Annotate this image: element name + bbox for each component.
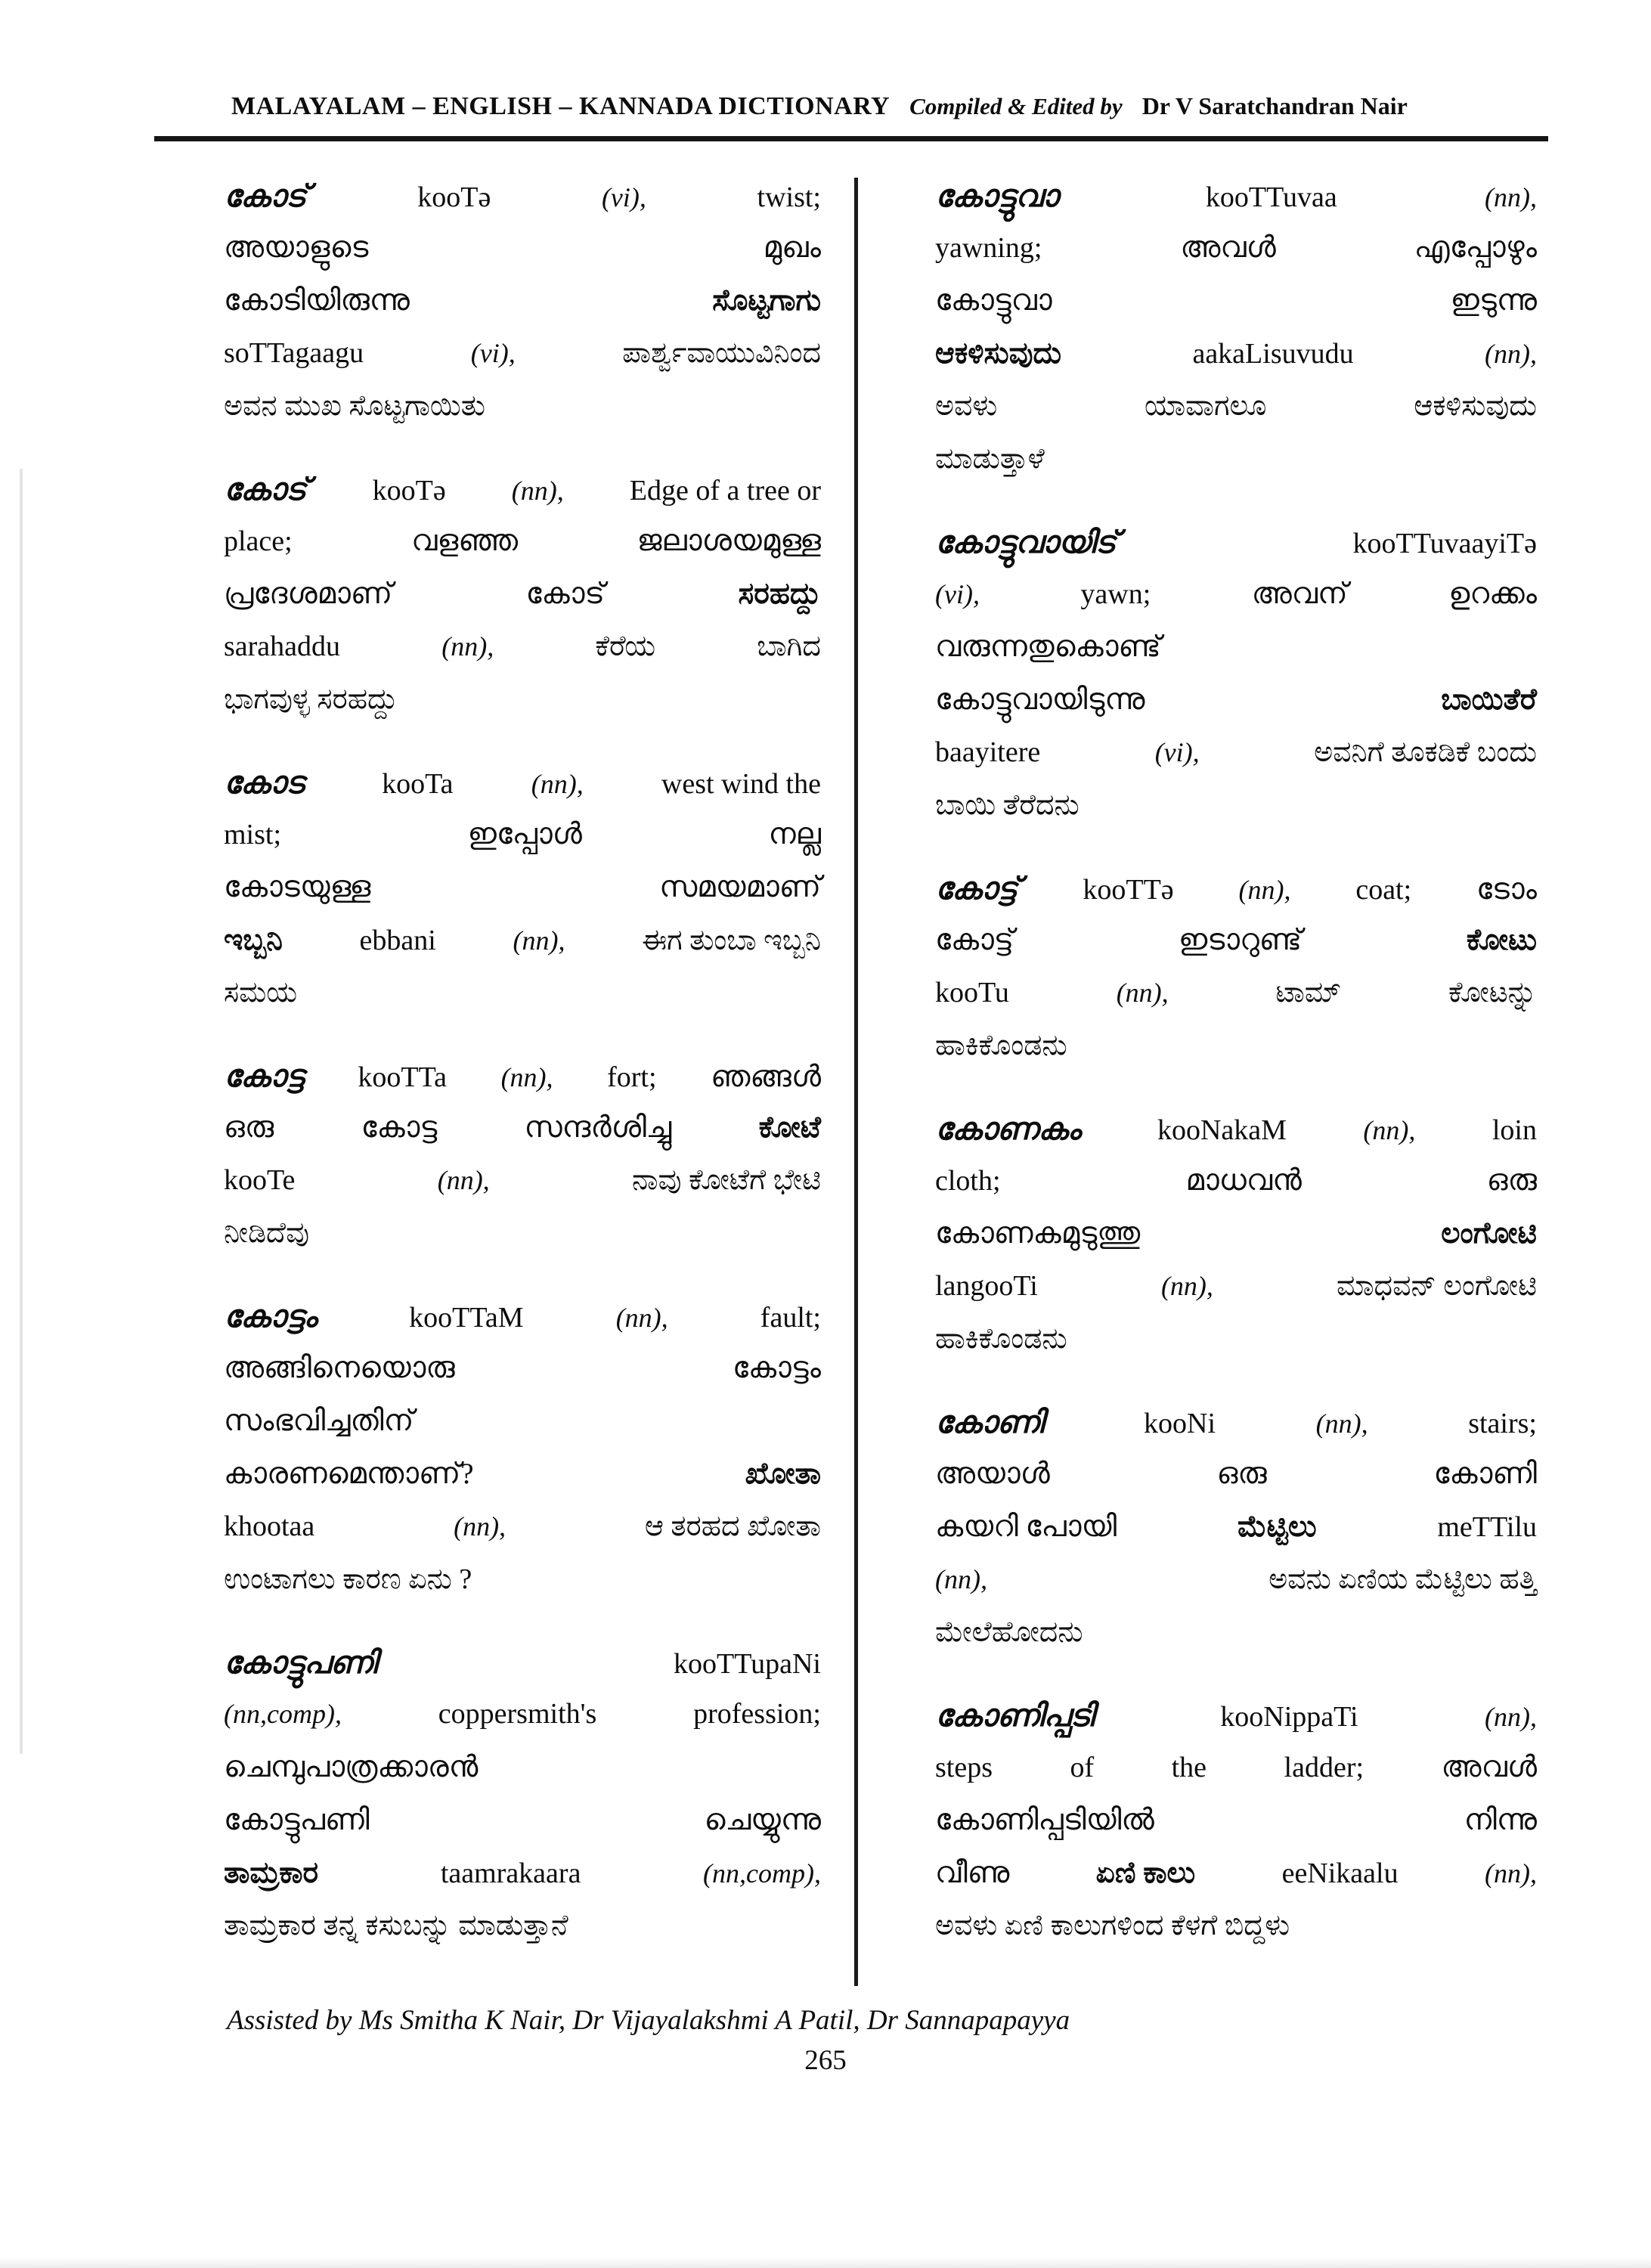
page-footer [0,2004,1651,2077]
entry-line [224,577,821,630]
english-gloss: Edge of a tree or [629,475,821,507]
malayalam-example: ചെമ്പുപാത്രക്കാരൻ [224,1751,479,1783]
headword-malayalam: കോട്ടുവാ [935,178,1058,213]
kannada-example: ಆ ತರಹದ ಖೋತಾ [644,1510,821,1542]
malayalam-example: വരുന്നതുകൊണ്ട് [935,631,1161,663]
entry-line [224,178,821,231]
entry-line [935,284,1537,336]
entry-line [935,1269,1537,1322]
malayalam-example: ജലാശയമുള്ള [637,525,821,557]
kannada-equivalent-headword: ತಾಮ್ರಕಾರ [224,1857,319,1889]
headword-malayalam: കോട് [224,178,307,213]
malayalam-example: കോണിപ്പടിയിൽ [935,1804,1154,1836]
malayalam-example: അവന് [1251,578,1348,610]
malayalam-example: ഒരു [1216,1458,1267,1490]
malayalam-example: ഇടുന്നു [1450,284,1537,317]
transliteration: kooNippaTi [1220,1701,1358,1733]
transliteration: kooTTupaNi [674,1648,821,1680]
entry-line [935,1322,1537,1375]
entry-line [935,736,1537,789]
entry-line [224,1856,821,1909]
headword-malayalam: കോണിപ്പടി [935,1698,1094,1733]
entry-line [935,1457,1537,1510]
entry-line [935,630,1537,683]
kannada-example: ಸಮಯ [224,977,298,1009]
pos-tag: (vi), [1154,737,1200,767]
pos-tag: (nn), [437,1165,490,1195]
entry-line [935,1616,1537,1668]
transliteration: kooTTuvaayiTə [1352,528,1537,559]
english-gloss: fort; [607,1061,657,1093]
entry-line [224,1750,821,1803]
malayalam-example: ഇപ്പോൾ [467,818,582,850]
kannada-equivalent-headword: ಏಣಿ ಕಾಲು [1095,1857,1196,1889]
assistants-credit: Assisted by Ms Smitha K Nair, Dr Vijayalakshmi A Patil, Dr Sannapapayya [227,2005,1070,2036]
malayalam-example: ഞങ്ങൾ [711,1061,821,1093]
malayalam-example: അയാൾ [935,1458,1050,1490]
pos-tag: (nn), [531,769,584,799]
kannada-example: ಹಾಕಿಕೊಂಡನು [935,1323,1067,1355]
pos-tag: (nn), [1485,339,1537,369]
pos-tag: (nn), [454,1511,506,1541]
pos-tag: (nn,comp), [703,1858,821,1888]
english-gloss: steps [935,1752,993,1783]
headword-malayalam: കോണകം [935,1111,1081,1146]
kannada-example: ಬಾಗಿದ [757,631,821,662]
kannada-equivalent-headword: ಬಾಯಿತೆರೆ [1441,683,1537,716]
entry-line [935,923,1537,976]
dictionary-entry [935,178,1537,495]
kannada-equivalent-headword: ಕೋಟು [1466,924,1537,956]
transliteration: sarahaddu [224,631,341,662]
transliteration: aakaLisuvudu [1192,338,1354,370]
entry-line [935,442,1537,495]
entry-line [935,389,1537,442]
kannada-example: ನೀಡಿದೆವು [224,1217,310,1249]
kannada-example: ಪಾರ್ಶ್ವವಾಯುವಿನಿಂದ [622,337,821,369]
malayalam-example: കോട്ട [361,1111,438,1144]
transliteration: kooTe [224,1164,296,1196]
dictionary-entry [935,1111,1537,1375]
entry-line [224,817,821,870]
entry-line [935,1697,1537,1750]
malayalam-example: അവൾ [1180,231,1276,264]
malayalam-example: കോടിയിരുന്നു [224,284,410,317]
kannada-equivalent-headword: ಖೋತಾ [745,1458,821,1490]
right-column [935,178,1537,1986]
transliteration: khootaa [224,1510,315,1542]
malayalam-example: എപ്പോഴും [1414,231,1537,264]
headword-malayalam: കോട് [224,472,307,507]
malayalam-example: വളഞ്ഞ [411,525,519,557]
malayalam-example: സംഭവിച്ചതിന് [224,1405,414,1437]
scan-edge-artifact [0,2257,1651,2268]
dictionary-entry [224,178,821,442]
entry-line [935,1029,1537,1082]
pos-tag: (nn), [1363,1115,1416,1145]
kannada-example: ಟಾಮ್ [1275,977,1342,1009]
malayalam-example: നല്ല [768,818,821,850]
entry-line [935,577,1537,630]
transliteration: kooTə [417,181,491,213]
entry-line [224,1058,821,1111]
entry-line [224,630,821,683]
headword-malayalam: കോട്ടുപണി [224,1645,377,1680]
english-gloss: cloth; [935,1165,1001,1197]
dictionary-entry [935,1404,1537,1668]
malayalam-example: കോണി [1433,1458,1537,1490]
malayalam-example: വീണു [935,1857,1010,1889]
entry-line [224,1563,821,1616]
kannada-example: ಅವಳು ಏಣಿ ಕಾಲುಗಳಿಂದ ಕೆಳಗೆ ಬಿದ್ದಳು [935,1910,1290,1941]
english-gloss: fault; [760,1302,821,1334]
entry-line [224,1111,821,1163]
entry-line [935,1404,1537,1457]
kannada-example: ಅವನ ಮುಖ ಸೊಟ್ಟಗಾಯಿತು [224,390,485,422]
kannada-example: ಈಗ ತುಂಬಾ ಇಬ್ಬನಿ [642,925,821,956]
pos-tag: (nn), [1116,978,1169,1008]
entry-line [224,231,821,284]
kannada-example: ಬಾಯಿ ತೆರೆದನು [935,789,1080,821]
entry-line [224,1216,821,1269]
kannada-equivalent-headword: ಸರಹದ್ದು [738,578,821,610]
pos-tag: (vi), [601,182,646,212]
entry-line [224,1644,821,1697]
kannada-example: ಅವಳು [935,390,998,422]
entry-line [224,683,821,736]
column-divider [854,178,858,1986]
pos-tag: (nn), [1485,1702,1537,1732]
headword-malayalam: കോട്ട [224,1058,304,1093]
kannada-equivalent-headword: ಕೋಟೆ [758,1111,821,1144]
pos-tag: (nn), [1160,1271,1213,1301]
malayalam-example: കോട് [525,578,605,610]
entry-line [224,1909,821,1962]
pos-tag: (nn), [500,1062,553,1092]
entry-line [224,284,821,336]
english-gloss: mist; [224,819,282,850]
entry-line [935,524,1537,577]
malayalam-example: കോടയുള്ള [224,871,371,903]
transliteration: kooTTaM [409,1302,524,1334]
kannada-example: ತಾಮ್ರಕಾರ ತನ್ನ ಕಸುಬನ್ನು ಮಾಡುತ್ತಾನೆ [224,1910,568,1941]
entry-line [224,389,821,442]
page-number: 265 [804,2045,847,2076]
header-rule [154,136,1548,141]
entry-line [935,1909,1537,1962]
dictionary-entry [224,1298,821,1616]
malayalam-example: അയാളുടെ [224,231,369,264]
transliteration: soTTagaagu [224,337,364,369]
compiled-by-label: Compiled & Edited by [909,93,1123,119]
transliteration: kooTTa [358,1061,448,1093]
malayalam-example: കോണകമുടുത്തു [935,1217,1141,1250]
entry-line [935,976,1537,1029]
entry-line [935,870,1537,923]
transliteration: kooTu [935,977,1009,1009]
dictionary-entry [935,524,1537,841]
headword-malayalam: കോട [224,765,304,800]
malayalam-example: സമയമാണ് [659,871,821,903]
entry-line [224,923,821,976]
headword-malayalam: കോട്ടം [224,1299,317,1334]
malayalam-example: പ്രദേശമാണ് [224,578,393,610]
dictionary-entry [935,1697,1537,1962]
entry-line [935,1510,1537,1563]
kannada-example: ಅವನು ಏಣಿಯ ಮೆಟ್ಟಿಲು ಹತ್ತಿ [1268,1563,1537,1595]
kannada-example: ಮಾಧವನ್ ಲಂಗೋಟಿ [1337,1270,1537,1302]
entry-line [935,789,1537,841]
entry-line [224,764,821,817]
kannada-example: ನಾವು ಕೋಟೆಗೆ ಭೇಟಿ [631,1164,821,1196]
dictionary-columns [0,178,1651,1986]
pos-tag: (vi), [470,338,516,368]
entry-line [224,336,821,389]
dictionary-entry [224,1644,821,1962]
transliteration: kooTa [382,768,454,800]
pos-tag: (nn,comp), [224,1699,342,1729]
kannada-example: ಉಂಟಾಗಲು ಕಾರಣ ಏನು ? [224,1563,472,1595]
malayalam-example: കോട്ടം [732,1352,821,1384]
kannada-equivalent-headword: ಮೆಟ್ಟಿಲು [1237,1510,1317,1543]
malayalam-example: നിന്നു [1464,1804,1537,1836]
entry-line [224,1457,821,1510]
malayalam-example: ചെയ്യുന്നു [704,1804,821,1836]
english-gloss: loin [1491,1114,1537,1146]
english-gloss: yawn; [1080,578,1151,610]
malayalam-example: ഒരു [1486,1164,1537,1197]
pos-tag: (nn), [935,1564,987,1594]
dictionary-entry [224,471,821,736]
pos-tag: (nn), [441,631,494,662]
transliteration: meTTilu [1437,1511,1537,1543]
transliteration: kooTə [372,475,446,507]
transliteration: kooNi [1144,1408,1216,1439]
kannada-example: ಆಕಳಿಸುವುದು [1414,390,1537,422]
malayalam-example: കോട്ടുവായിടുന്നു [935,683,1145,716]
entry-line [935,1803,1537,1856]
entry-line [935,1163,1537,1216]
editor-name: Dr V Saratchandran Nair [1141,92,1408,119]
entry-line [224,1404,821,1457]
entry-line [935,1750,1537,1803]
kannada-equivalent-headword: ಲಂಗೋಟಿ [1441,1217,1537,1250]
kannada-example: ಹಾಕಿಕೊಂಡನು [935,1030,1067,1061]
transliteration: kooNakaM [1157,1114,1287,1146]
malayalam-example: ഒരു [224,1111,274,1144]
malayalam-example: അവൾ [1441,1751,1537,1783]
entry-line [224,1510,821,1563]
entry-line [935,1216,1537,1269]
headword-malayalam: കോട്ട് [935,871,1018,906]
kannada-equivalent-headword: ಸೊಟ್ಟಗಾಗು [712,284,821,317]
english-gloss: coppersmith's [438,1698,597,1730]
english-gloss: ladder; [1284,1752,1364,1783]
malayalam-example: അങ്ങിനെയൊരു [224,1352,455,1384]
entry-line [224,976,821,1029]
english-gloss: of [1070,1752,1095,1783]
english-gloss: twist; [757,181,821,213]
english-gloss: the [1171,1752,1207,1783]
entry-line [935,178,1537,231]
english-gloss: stairs; [1468,1408,1537,1439]
english-gloss: coat; [1355,874,1412,906]
transliteration: kooTTuvaa [1205,181,1337,213]
dictionary-entry [224,1058,821,1269]
kannada-example: ಅವನಿಗೆ ತೂಕಡಿಕೆ ಬಂದು [1314,736,1537,768]
entry-line [935,1856,1537,1909]
scan-edge-artifact [20,469,23,1754]
transliteration: langooTi [935,1270,1038,1302]
entry-line [935,231,1537,284]
transliteration: kooTTə [1083,874,1174,906]
pos-tag: (nn), [1238,875,1291,905]
kannada-example: ಕೆರೆಯ [595,631,656,662]
transliteration: baayitere [935,736,1041,768]
transliteration: eeNikaalu [1281,1857,1399,1889]
dictionary-entry [935,870,1537,1082]
page-header [231,92,1651,121]
malayalam-example: കയറി പോയി [935,1510,1117,1543]
kannada-equivalent-headword: ಇಬ್ಬನಿ [224,924,283,956]
transliteration: ebbani [359,925,436,956]
kannada-example: ಭಾಗವುಳ್ಳ ಸರಹದ್ದು [224,683,398,715]
english-gloss: yawning; [935,232,1042,264]
kannada-equivalent-headword: ಆಕಳಿಸುವುದು [935,337,1062,370]
malayalam-example: കോട്ടുവാ [935,284,1052,317]
dictionary-title: MALAYALAM – ENGLISH – KANNADA DICTIONARY [231,92,891,120]
malayalam-example: മാധവൻ [1185,1164,1302,1197]
english-gloss: west wind the [661,768,821,800]
pos-tag: (nn), [615,1303,668,1333]
english-gloss: profession; [693,1698,821,1730]
pos-tag: (nn), [511,476,564,506]
entry-line [224,471,821,524]
kannada-example: ಮಾಡುತ್ತಾಳೆ [935,443,1045,475]
entry-line [224,1298,821,1351]
left-column [224,178,821,1986]
entry-line [935,1111,1537,1163]
malayalam-example: കാരണമെന്താണ്? [224,1458,474,1490]
pos-tag: (vi), [935,579,980,609]
entry-line [224,1803,821,1856]
kannada-example: ಯಾವಾಗಲೂ [1145,390,1267,422]
entry-line [224,1697,821,1750]
entry-line [224,1351,821,1404]
malayalam-example: കോട്ട് [935,924,1014,956]
entry-line [935,683,1537,736]
kannada-example: ಮೇಲೆಹೋದನು [935,1616,1083,1648]
pos-tag: (nn), [1315,1408,1368,1439]
english-gloss: place; [224,525,293,557]
entry-line [224,1163,821,1216]
entry-line [935,336,1537,389]
headword-malayalam: കോട്ടുവായിട് [935,525,1117,559]
dictionary-entry [224,764,821,1029]
transliteration: taamrakaara [440,1857,581,1889]
malayalam-example: ഉറക്കം [1448,578,1537,610]
pos-tag: (nn), [1485,182,1537,212]
malayalam-example: മുഖം [763,231,821,264]
malayalam-example: കോട്ടുപണി [224,1804,370,1836]
entry-line [224,524,821,577]
kannada-example: ಕೋಟನ್ನು [1448,977,1537,1009]
entry-line [935,1563,1537,1616]
malayalam-example: സന്ദർശിച്ചു [524,1111,672,1144]
pos-tag: (nn), [1485,1858,1537,1888]
headword-malayalam: കോണി [935,1405,1044,1439]
malayalam-example: ഇടാറുണ്ട് [1178,924,1303,956]
entry-line [224,870,821,923]
pos-tag: (nn), [513,925,565,956]
malayalam-example: ടോം [1476,873,1537,906]
